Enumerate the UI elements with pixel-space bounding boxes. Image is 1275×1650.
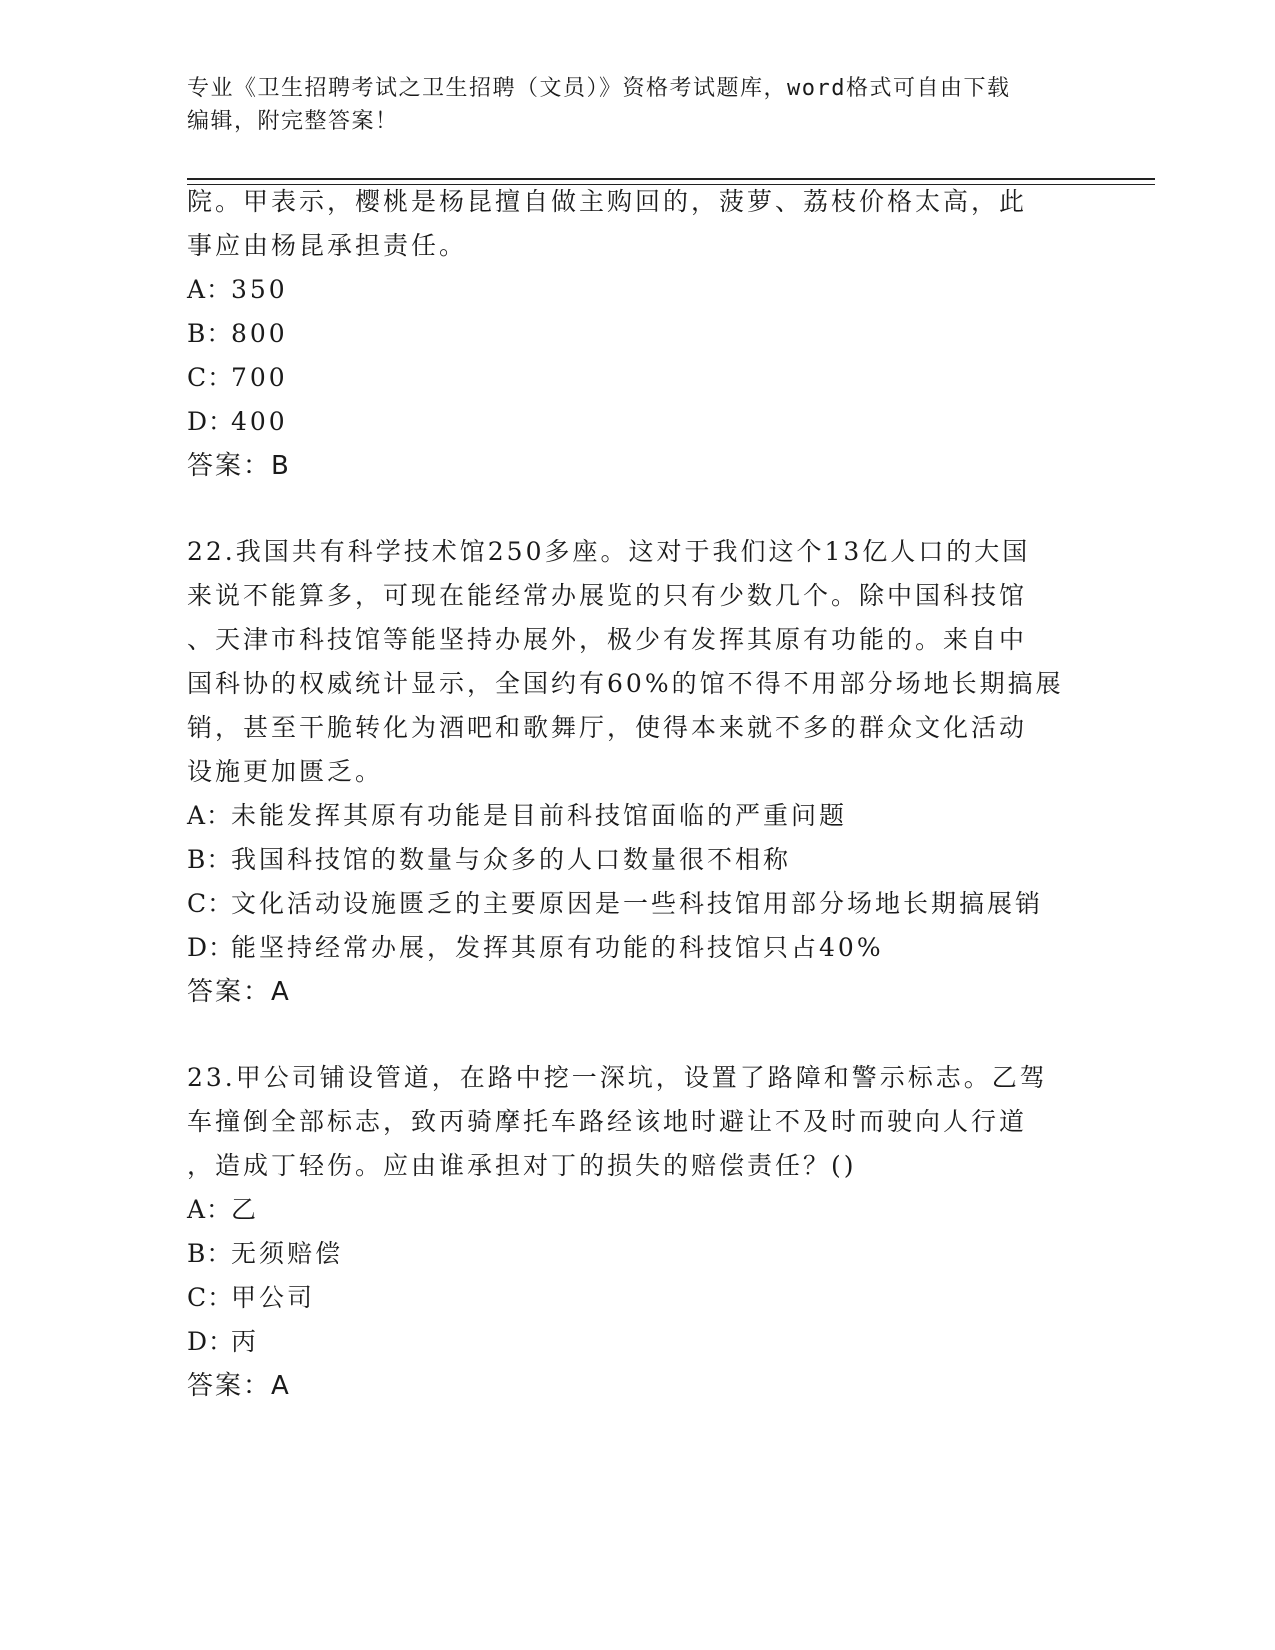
question-22-text-line: 销，甚至干脆转化为酒吧和歌舞厅，使得本来就不多的群众文化活动 [187, 713, 1028, 742]
header-divider-thick [187, 178, 1155, 180]
question-22-text-line: 22.我国共有科学技术馆250多座。这对于我们这个13亿人口的大国 [187, 537, 1031, 566]
question-23-option-d [187, 1325, 259, 1359]
option-key: D： [187, 1327, 235, 1356]
question-21-option-a [187, 273, 288, 307]
question-23-option-c [187, 1281, 315, 1315]
option-text: 丙 [231, 1327, 260, 1356]
option-key: B： [187, 1239, 233, 1268]
question-23-option-b [187, 1237, 343, 1271]
option-key: D： [187, 933, 235, 962]
option-key: B： [187, 845, 233, 874]
question-21-option-b [187, 317, 288, 351]
option-key: D： [187, 407, 235, 436]
question-22-text-line: 设施更加匮乏。 [187, 757, 384, 786]
question-23-text-line: 车撞倒全部标志，致丙骑摩托车路经该地时避让不及时而驶向人行道 [187, 1107, 1028, 1136]
option-key: A： [187, 275, 233, 304]
option-text: 我国科技馆的数量与众多的人口数量很不相称 [231, 845, 792, 874]
option-key: B： [187, 319, 233, 348]
option-text: 甲公司 [231, 1283, 316, 1312]
document-header [187, 72, 1067, 138]
question-21-option-d [187, 405, 288, 439]
question-22-option-d [187, 931, 884, 965]
question-23-option-a [187, 1193, 259, 1227]
option-text: 800 [231, 319, 288, 348]
question-22-text-line: 、天津市科技馆等能坚持办展外，极少有发挥其原有功能的。来自中 [187, 625, 1028, 654]
question-22-option-c [187, 887, 1043, 921]
option-key: C： [187, 889, 234, 918]
question-21-text-line: 事应由杨昆承担责任。 [187, 231, 468, 260]
question-21-answer: 答案：B [187, 451, 291, 481]
question-23-text-line: 23.甲公司铺设管道，在路中挖一深坑，设置了路障和警示标志。乙驾 [187, 1063, 1048, 1092]
question-22-text-line: 来说不能算多，可现在能经常办展览的只有少数几个。除中国科技馆 [187, 581, 1028, 610]
option-text: 未能发挥其原有功能是目前科技馆面临的严重问题 [231, 801, 848, 830]
option-text: 无须赔偿 [231, 1239, 344, 1268]
question-22-answer: 答案：A [187, 977, 291, 1007]
question-22-option-a [187, 799, 847, 833]
option-key: C： [187, 1283, 234, 1312]
option-text: 700 [231, 363, 288, 392]
option-text: 350 [231, 275, 288, 304]
question-21-text-line: 院。甲表示，樱桃是杨昆擅自做主购回的，菠萝、荔枝价格太高，此 [187, 187, 1028, 216]
question-21-option-c [187, 361, 288, 395]
option-text: 文化活动设施匮乏的主要原因是一些科技馆用部分场地长期搞展销 [231, 889, 1044, 918]
question-23-text-line: ，造成丁轻伤。应由谁承担对丁的损失的赔偿责任？() [187, 1151, 857, 1180]
option-key: A： [187, 1195, 233, 1224]
option-key: C： [187, 363, 234, 392]
option-text: 400 [231, 407, 288, 436]
question-23-answer: 答案：A [187, 1371, 291, 1401]
option-text: 能坚持经常办展，发挥其原有功能的科技馆只占40% [231, 933, 884, 962]
header-line-2: 编辑，附完整答案！ [187, 109, 399, 134]
option-text: 乙 [231, 1195, 260, 1224]
question-22-option-b [187, 843, 791, 877]
option-key: A： [187, 801, 233, 830]
header-line-1: 专业《卫生招聘考试之卫生招聘（文员）》资格考试题库，word格式可自由下载 [187, 76, 1011, 101]
question-22-text-line: 国科协的权威统计显示，全国约有60%的馆不得不用部分场地长期搞展 [187, 669, 1064, 698]
